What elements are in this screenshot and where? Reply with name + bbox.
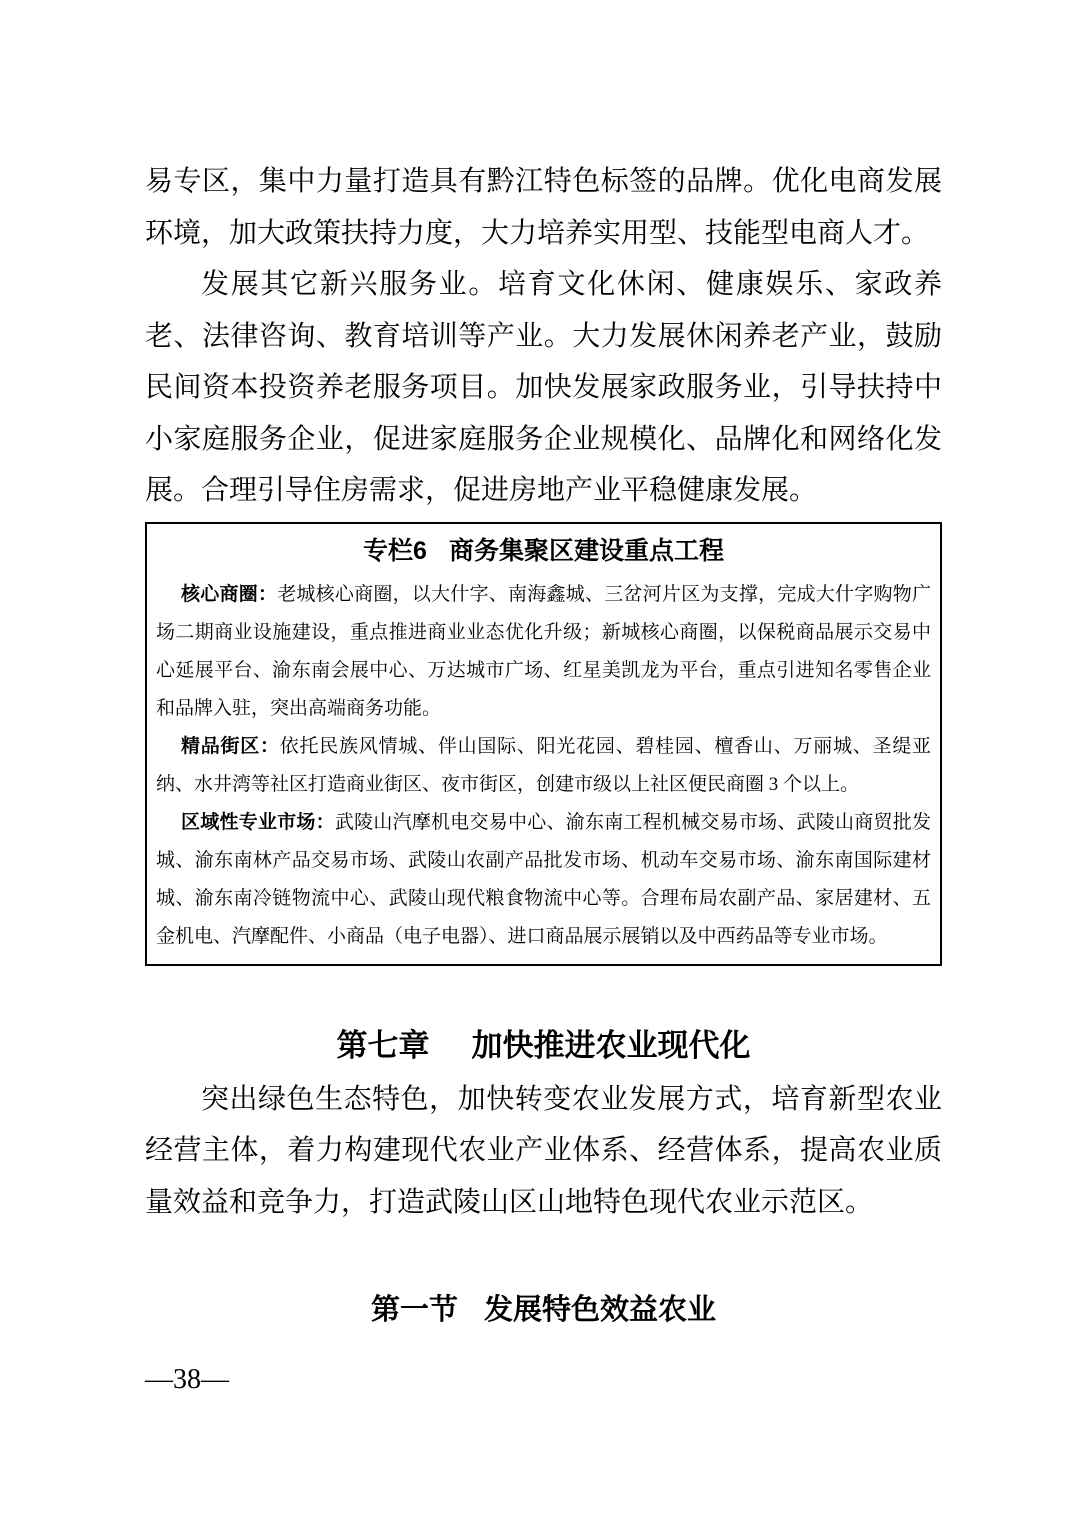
paragraph-agriculture-intro: 突出绿色生态特色，加快转变农业发展方式，培育新型农业经营主体，着力构建现代农业产业体系、经营体系，提高农业质量效益和竞争力，打造武陵山区山地特色现代农业示范区。 — [145, 1083, 942, 1218]
feature-box-zhuanlan-6 — [145, 522, 942, 966]
page-content — [145, 0, 942, 1332]
section-title: 发展特色效益农业 — [484, 1294, 717, 1326]
section-heading — [145, 1288, 942, 1332]
feature-box-label: 专栏6 — [363, 536, 427, 565]
chapter-title: 加快推进农业现代化 — [471, 1027, 751, 1063]
box-item-text: 依托民族风情城、伴山国际、阳光花园、碧桂园、檀香山、万丽城、圣缇亚纳、水井湾等社区打造商业街区、夜市街区，创建市级以上社区便民商圈 3 个以上。 — [156, 735, 931, 795]
box-item-label: 核心商圈： — [181, 583, 278, 605]
feature-box-title-text: 商务集聚区建设重点工程 — [448, 536, 724, 565]
page-number: —38— — [145, 1364, 229, 1395]
chapter-heading — [145, 1024, 942, 1068]
box-item-core-business-circle — [156, 576, 931, 728]
paragraph-continuation: 易专区，集中力量打造具有黔江特色标签的品牌。优化电商发展环境，加大政策扶持力度，大力培养实用型、技能型电商人才。 — [145, 166, 942, 249]
section-number: 第一节 — [370, 1294, 458, 1326]
box-item-text: 老城核心商圈，以大什字、南海鑫城、三岔河片区为支撑，完成大什字购物广场二期商业设施建设，重点推进商业业态优化升级；新城核心商圈，以保税商品展示交易中心延展平台、渝东南会展中心、万达城市广场、红星美凯龙为平台，重点引进知名零售企业和品牌入驻，突出高端商务功能。 — [156, 583, 931, 719]
box-item-text: 武陵山汽摩机电交易中心、渝东南工程机械交易市场、武陵山商贸批发城、渝东南林产品交易市场、武陵山农副产品批发市场、机动车交易市场、渝东南国际建材城、渝东南冷链物流中心、武陵山现代粮食物流中心等。合理布局农副产品、家居建材、五金机电、汽摩配件、小商品（电子电器）、进口商品展示展销以及中西药品等专业市场。 — [156, 811, 931, 947]
box-item-label: 区域性专业市场： — [181, 811, 335, 833]
paragraph-other-services: 发展其它新兴服务业。培育文化休闲、健康娱乐、家政养老、法律咨询、教育培训等产业。大力发展休闲养老产业，鼓励民间资本投资养老服务项目。加快发展家政服务业，引导扶持中小家庭服务企业，促进家庭服务企业规模化、品牌化和网络化发展。合理引导住房需求，促进房地产业平稳健康发展。 — [145, 269, 942, 506]
box-item-regional-markets — [156, 804, 931, 956]
chapter-number: 第七章 — [336, 1027, 430, 1063]
feature-box-title — [156, 532, 931, 570]
box-item-boutique-blocks — [156, 728, 931, 804]
box-item-label: 精品街区： — [181, 735, 280, 757]
